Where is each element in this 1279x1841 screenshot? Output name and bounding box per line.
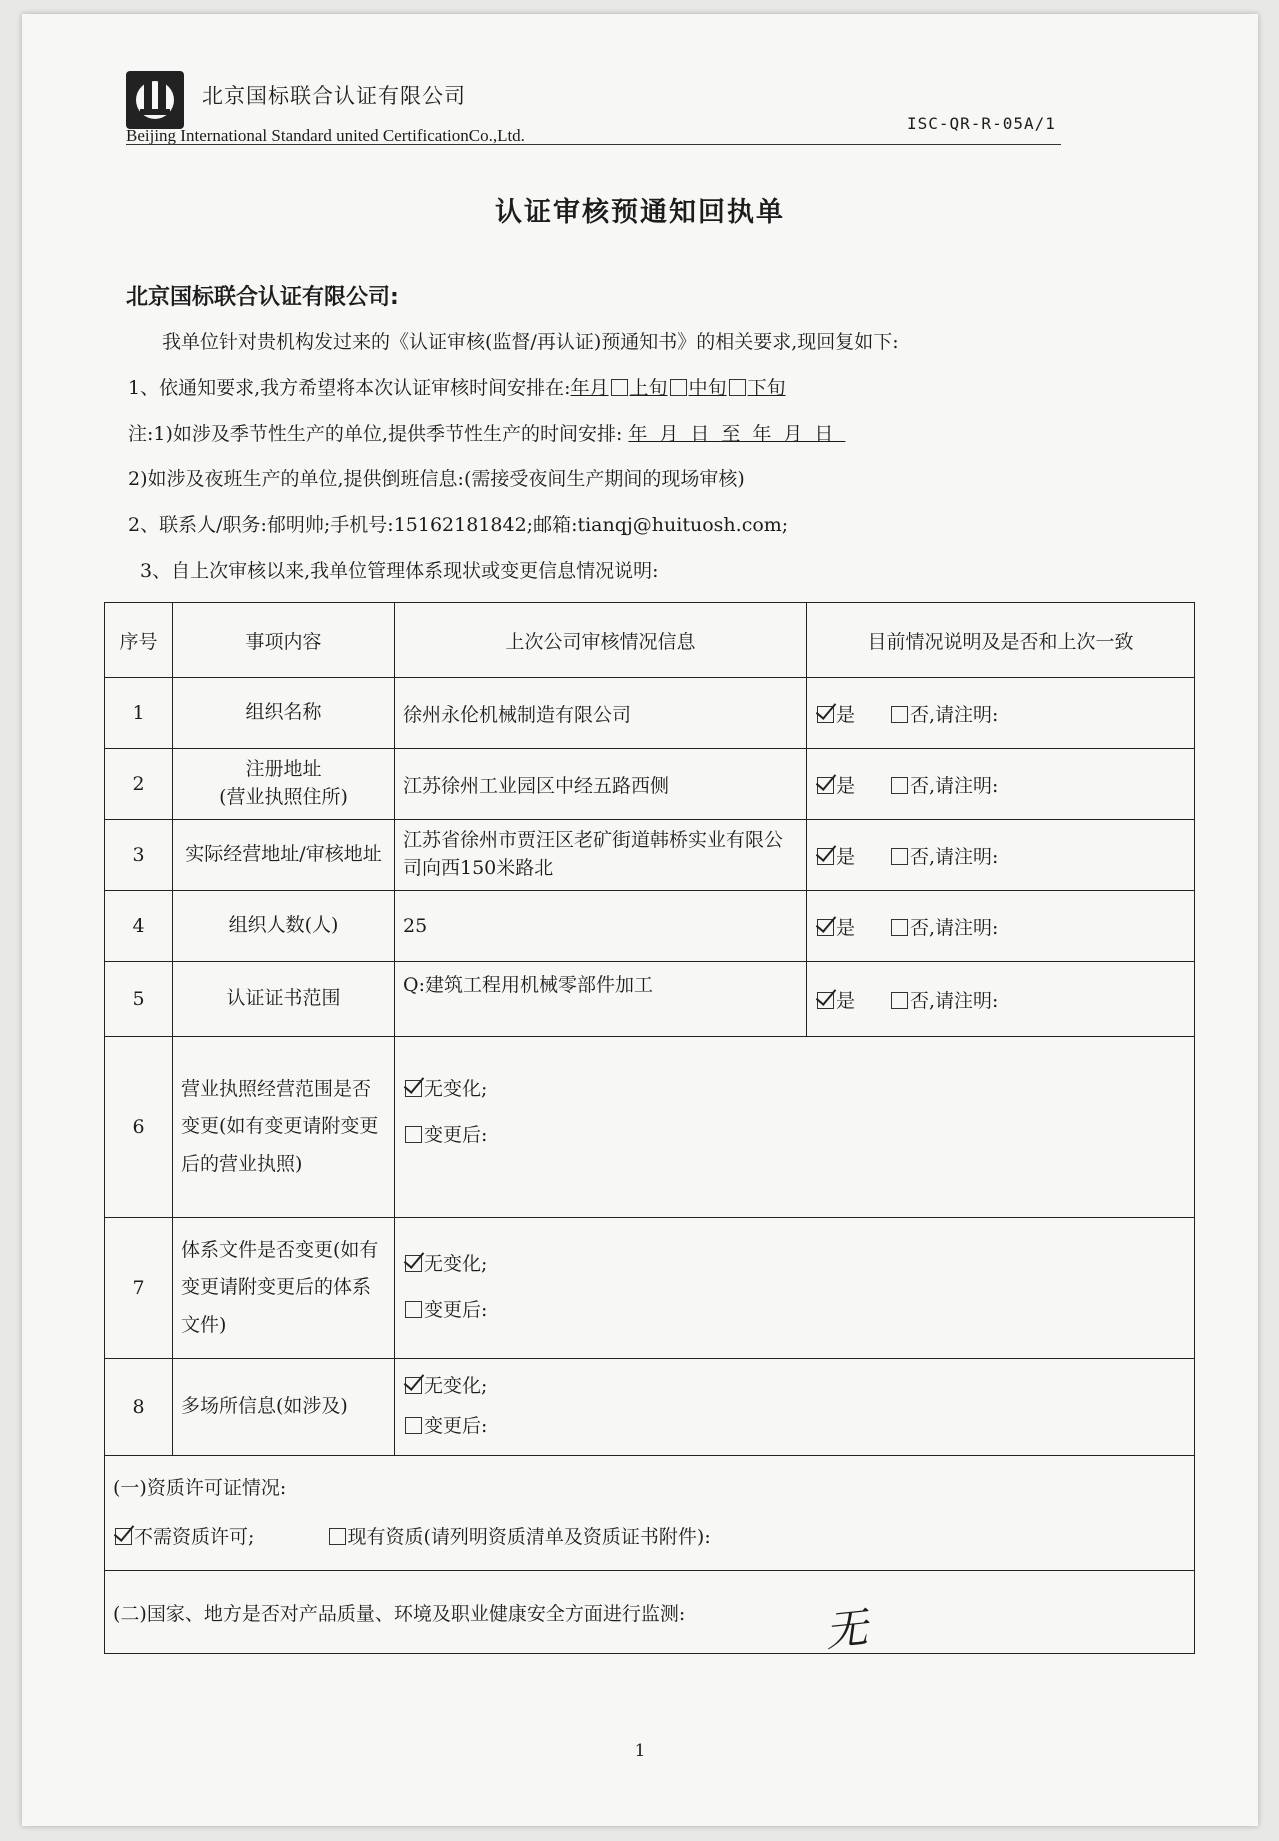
row-status [807, 678, 1195, 749]
row-item: 多场所信息(如涉及) [173, 1359, 395, 1456]
no-qualification-checkbox[interactable] [115, 1528, 132, 1545]
table-row [105, 820, 1195, 891]
status-description-intro: 3、自上次审核以来,我单位管理体系现状或变更信息情况说明: [140, 560, 659, 582]
no-change-checkbox[interactable] [405, 1255, 422, 1272]
table-row [105, 749, 1195, 820]
yes-label: 是 [836, 989, 856, 1012]
row-item: 营业执照经营范围是否变更(如有变更请附变更后的营业执照) [173, 1037, 395, 1218]
document-code: ISC-QR-R-05A/1 [907, 114, 1056, 133]
row-status [807, 891, 1195, 962]
row-item: 注册地址 (营业执照住所) [173, 749, 395, 820]
row-item: 实际经营地址/审核地址 [173, 820, 395, 891]
yes-checkbox[interactable] [817, 919, 834, 936]
row-info: Q:建筑工程用机械零部件加工 [395, 962, 807, 1037]
no-checkbox[interactable] [891, 992, 908, 1009]
yes-checkbox[interactable] [817, 992, 834, 1009]
no-label: 否,请注明: [910, 703, 999, 726]
no-change-checkbox[interactable] [405, 1377, 422, 1394]
checkbox-late[interactable] [729, 379, 746, 396]
header-item: 事项内容 [173, 603, 395, 678]
row-status [807, 749, 1195, 820]
monitoring-title: (二)国家、地方是否对产品质量、环境及职业健康安全方面进行监测: [113, 1602, 686, 1625]
company-name-cn: 北京国标联合认证有限公司 [202, 84, 466, 108]
yes-label: 是 [836, 845, 856, 868]
table-header-row [105, 603, 1195, 678]
yes-checkbox[interactable] [817, 777, 834, 794]
no-change-checkbox[interactable] [405, 1080, 422, 1097]
page-number: 1 [634, 1741, 646, 1761]
changed-label: 变更后: [424, 1123, 488, 1146]
row-item: 组织人数(人) [173, 891, 395, 962]
table-row [105, 1037, 1195, 1218]
qualification-cell [105, 1456, 1195, 1571]
row-change-status [395, 1359, 1195, 1456]
monitoring-cell [105, 1571, 1195, 1657]
seasonal-schedule: 年月日至年月日 [628, 423, 846, 445]
option-mid-label: 中旬 [688, 377, 727, 399]
table-row [105, 1218, 1195, 1359]
no-qualification-label: 不需资质许可; [134, 1526, 255, 1548]
row-no: 4 [105, 891, 173, 962]
seasonal-note-prefix: 注:1)如涉及季节性生产的单位,提供季节性生产的时间安排: [128, 423, 623, 445]
yes-checkbox[interactable] [817, 706, 834, 723]
no-change-label: 无变化; [424, 1253, 488, 1276]
option-late-label: 下旬 [747, 377, 786, 399]
no-checkbox[interactable] [891, 919, 908, 936]
yes-label: 是 [836, 916, 856, 939]
changed-label: 变更后: [424, 1299, 488, 1321]
schedule-line [128, 373, 786, 400]
row-item: 体系文件是否变更(如有变更请附变更后的体系文件) [173, 1218, 395, 1359]
certification-logo-icon [124, 69, 186, 131]
no-label: 否,请注明: [910, 916, 999, 939]
row-no: 1 [105, 678, 173, 749]
checkbox-mid[interactable] [670, 379, 687, 396]
has-qualification-label: 现有资质(请列明资质清单及资质证书附件): [347, 1526, 711, 1548]
status-table [104, 602, 1195, 1657]
row-status [807, 820, 1195, 891]
company-name-en: Beijing International Standard united CertificationCo.,Ltd. [126, 126, 525, 145]
row-info: 徐州永伦机械制造有限公司 [395, 678, 807, 749]
no-label: 否,请注明: [910, 989, 999, 1012]
option-early-label: 上旬 [629, 377, 668, 399]
seasonal-note [128, 419, 845, 446]
schedule-prefix: 1、依通知要求,我方希望将本次认证审核时间安排在: [128, 377, 571, 399]
night-shift-note: 2)如涉及夜班生产的单位,提供倒班信息:(需接受夜间生产期间的现场审核) [128, 468, 745, 490]
row-no: 8 [105, 1359, 173, 1456]
no-change-label: 无变化; [424, 1375, 488, 1398]
row-no: 5 [105, 962, 173, 1037]
no-change-label: 无变化; [424, 1078, 488, 1100]
yes-label: 是 [836, 774, 856, 797]
document-page [22, 14, 1258, 1826]
row-change-status [395, 1218, 1195, 1359]
page-title: 认证审核预通知回执单 [495, 197, 785, 228]
row-item: 认证证书范围 [173, 962, 395, 1037]
checkbox-early[interactable] [611, 379, 628, 396]
row-no: 2 [105, 749, 173, 820]
header-current-status: 目前情况说明及是否和上次一致 [807, 603, 1195, 678]
row-change-status [395, 1037, 1195, 1218]
row-item: 组织名称 [173, 678, 395, 749]
header-last-audit: 上次公司审核情况信息 [395, 603, 807, 678]
monitoring-section [105, 1571, 1195, 1654]
intro-text: 我单位针对贵机构发过来的《认证审核(监督/再认证)预通知书》的相关要求,现回复如下: [162, 331, 899, 353]
row-no: 6 [105, 1037, 173, 1218]
has-qualification-checkbox[interactable] [329, 1528, 346, 1545]
contact-line: 2、联系人/职务:郁明帅;手机号:15162181842;邮箱:tianqj@huituosh.com; [128, 514, 789, 536]
schedule-year-month: 年月 [570, 377, 609, 399]
no-checkbox[interactable] [891, 777, 908, 794]
row-info: 江苏徐州工业园区中经五路西侧 [395, 749, 807, 820]
handwritten-answer: 无 [822, 1602, 870, 1657]
changed-label: 变更后: [424, 1415, 488, 1437]
addressee: 北京国标联合认证有限公司: [126, 285, 399, 310]
no-checkbox[interactable] [891, 706, 908, 723]
yes-label: 是 [836, 703, 856, 726]
table-row [105, 891, 1195, 962]
qualification-title: (一)资质许可证情况: [113, 1476, 287, 1499]
table-row [105, 1359, 1195, 1456]
header-no: 序号 [105, 603, 173, 678]
header-rule [126, 144, 1061, 145]
qualification-section [105, 1456, 1195, 1571]
row-no: 7 [105, 1218, 173, 1359]
row-info: 25 [395, 891, 807, 962]
no-label: 否,请注明: [910, 774, 999, 797]
changed-checkbox[interactable] [405, 1301, 422, 1318]
changed-checkbox[interactable] [405, 1126, 422, 1143]
no-checkbox[interactable] [891, 848, 908, 865]
table-row [105, 678, 1195, 749]
row-status [807, 962, 1195, 1037]
row-info: 江苏省徐州市贾汪区老矿街道韩桥实业有限公司向西150米路北 [395, 820, 807, 891]
no-label: 否,请注明: [910, 845, 999, 868]
yes-checkbox[interactable] [817, 848, 834, 865]
table-row [105, 962, 1195, 1037]
changed-checkbox[interactable] [405, 1417, 422, 1434]
row-no: 3 [105, 820, 173, 891]
